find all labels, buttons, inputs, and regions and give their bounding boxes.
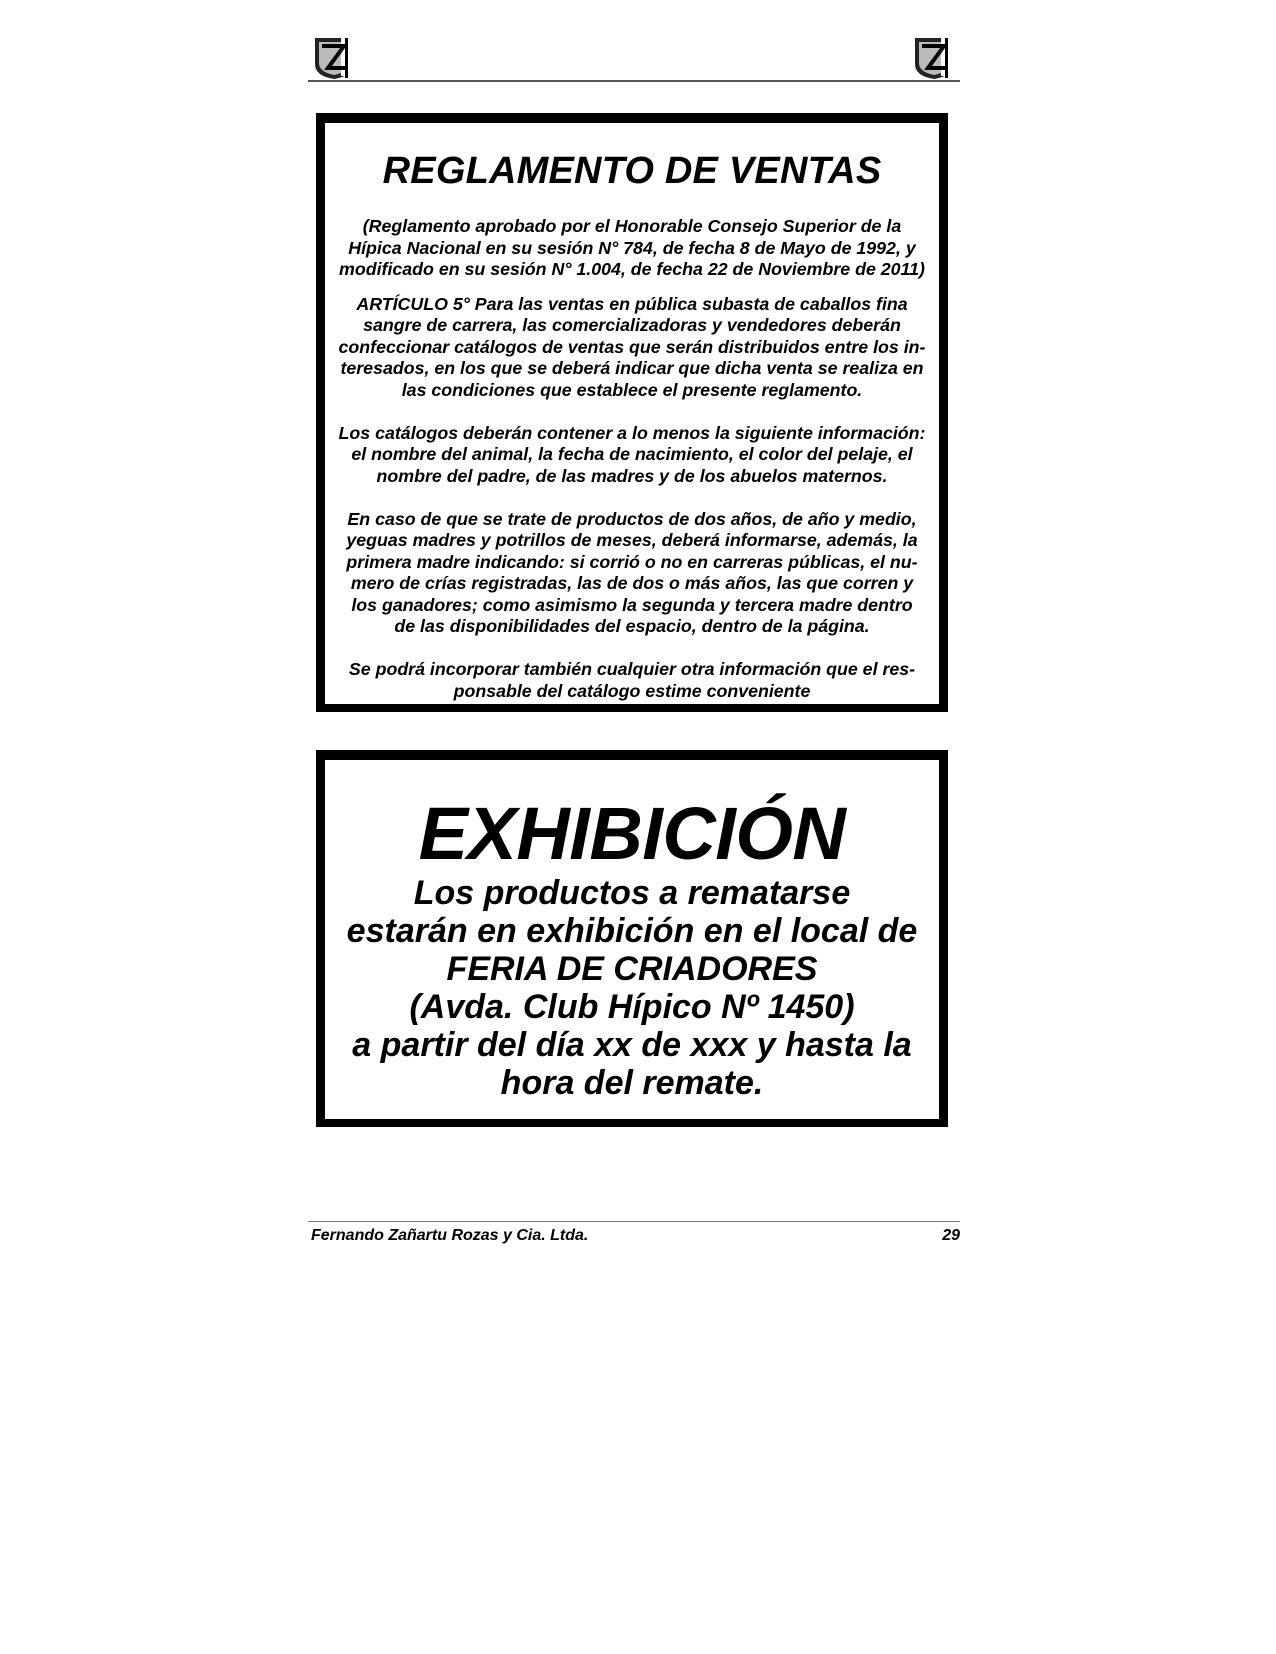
exhibicion-box [316,750,948,1127]
exhibicion-line: FERIA DE CRIADORES [446,950,818,988]
exhibicion-title: EXHIBICIÓN [418,792,846,875]
page-number: 29 [942,1227,960,1244]
exhibicion-line: Los productos a rematarse [413,874,851,912]
exhibicion-line: estarán en exhibición en el local de [346,912,918,950]
exhibicion-line: a partir del día xx de xxx y hasta la [352,1026,912,1064]
company-logo [911,34,957,80]
reglamento-box [316,113,948,712]
header-divider [308,80,960,82]
caso-paragraph: En caso de que se trate de productos de dos años, de año y medio, yeguas madres y potrillos de meses, deberá informarse, además, la primera madre indicando: si corrió o no en carreras públicas, el nu- mero de crías registradas, las de dos o más años, las que corren y los ganadores; como asimismo la segunda y tercera madre dentro de las disponibilidades del espacio, dentro de la página. [346,508,918,636]
exhibicion-line: hora del remate. [500,1064,764,1102]
catalogos-paragraph: Los catálogos deberán contener a lo menos la siguiente información: el nombre del animal, la fecha de nacimiento, el color del pelaje, el nombre del padre, de las madres y de los abuelos maternos. [338,422,926,486]
footer-company: Fernando Zañartu Rozas y Cia. Ltda. [311,1227,589,1244]
footer-divider [308,1221,960,1222]
reglamento-title: REGLAMENTO DE VENTAS [382,150,882,192]
otra-informacion-paragraph: Se podrá incorporar también cualquier otra información que el res- ponsable del catálogo estime conveniente [348,659,916,701]
articulo-label: ARTÍCULO 5° [356,293,470,314]
exhibicion-line: (Avda. Club Hípico Nº 1450) [409,988,855,1026]
articulo-paragraph: ARTÍCULO 5° Para las ventas en pública subasta de caballos fina sangre de carrera, las comercializadoras y vendedores deberán confeccionar catálogos de ventas que serán distribuidos entre los in- teresados, en los que se deberá indicar que dicha venta se realiza en las condiciones que establece el presente reglamento. [338,293,926,400]
reglamento-intro: (Reglamento aprobado por el Honorable Consejo Superior de la Hípica Nacional en su sesión N° 784, de fecha 8 de Mayo de 1992, y modificado en su sesión N° 1.004, de fecha 22 de Noviembre de 2011) [339,216,925,279]
company-logo [311,34,357,80]
